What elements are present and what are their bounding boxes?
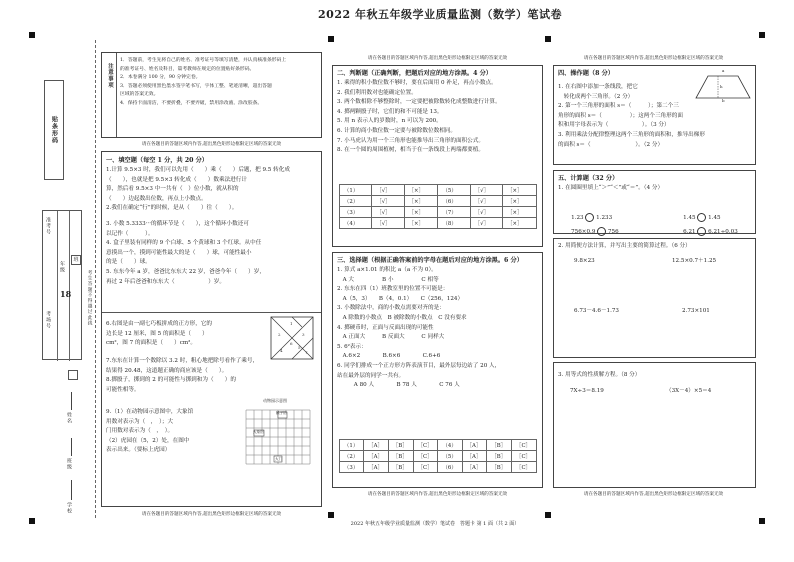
multiple-choice-panel[interactable] — [332, 252, 543, 488]
notice-line: 区域的答案无效。 — [120, 92, 159, 98]
question-line: 意摸出一个，摸到可能性最大的是（ ）球，可能性最小 — [106, 249, 252, 256]
tf-true-option[interactable]: ［√］ — [372, 218, 404, 229]
svg-text:1: 1 — [290, 321, 293, 326]
mc-option[interactable]: ［B］ — [487, 451, 512, 462]
question-line: A.6×2 B.6×6 C.6+6 — [337, 353, 441, 360]
school-label: 学校 — [66, 502, 72, 514]
fill-blank-panel[interactable] — [101, 151, 322, 507]
notice-panel — [101, 52, 322, 138]
calculation-panel[interactable] — [553, 170, 756, 234]
question-line: 3. 小数除法中，商的小数点需要对齐的是： — [337, 305, 445, 312]
true-false-panel[interactable] — [332, 65, 543, 247]
section-header: 五、计算题（32 分） — [558, 175, 619, 182]
compare-right: 1.233 — [596, 214, 613, 221]
question-line: 3. 两个数相除不够整除时，一定要把被除数转化成整数进行计算。 — [337, 99, 501, 106]
question-line: cm²，图 7 的面积是（ ）cm²。 — [106, 340, 197, 347]
notice-label: 注意事项 — [107, 63, 113, 89]
warning-text: 请在各题目的答题区域内作答,超出黑色矩形边框限定区域的答案无效 — [141, 142, 282, 147]
notice-line: 2．本卷满分 100 分，90 分钟完卷。 — [120, 75, 201, 81]
tf-false-option[interactable]: ［×］ — [404, 185, 438, 196]
question-line: 6. 计算的商小数位数一定要与被除数位数相同。 — [337, 127, 456, 134]
notice-line: 1．答题前，考生先将自己的姓名、准考证号等填写清楚，并认真核准条形码上 — [120, 58, 287, 63]
section-header: 一、填空题（每空 1 分，共 20 分） — [106, 157, 208, 164]
question-line: A 大 B 小 C 相等 — [337, 276, 439, 283]
question-line: 转化成两个三角形。（2 分） — [558, 93, 634, 100]
trapezoid-label-b: b — [722, 98, 725, 103]
class-check-box[interactable] — [68, 370, 78, 380]
mc-num: （6） — [438, 462, 462, 473]
question-line: 积和用字母表示为（ ）。（3 分） — [558, 122, 670, 129]
mc-option[interactable]: ［B］ — [487, 462, 512, 473]
grade-label: 年级 — [59, 261, 65, 273]
mc-option[interactable]: ［B］ — [487, 440, 512, 451]
equation: （3X－4）×5＝4 — [666, 388, 712, 394]
mc-option[interactable]: ［B］ — [388, 462, 413, 473]
tf-false-option[interactable]: ［×］ — [503, 218, 537, 229]
section-header: 三、选择题（根据正确答案前的字母在题后对应的地方涂黑。6 分） — [337, 257, 523, 264]
trapezoid-label-a: a — [722, 68, 725, 73]
page-footer: 2022 年秋五年级学业质量监测（数学）笔试卷 答题卡 第 1 面（共 2 面） — [350, 521, 520, 527]
tf-true-option[interactable]: ［√］ — [470, 207, 502, 218]
tf-false-option[interactable]: ［×］ — [503, 185, 537, 196]
calc-expr: 12.5×0.7＋1.25 — [672, 258, 717, 264]
tf-false-option[interactable]: ［×］ — [503, 196, 537, 207]
compare-left: 1.45 — [683, 214, 696, 221]
page-title: 2022 年秋五年级学业质量监测（数学）笔试卷 — [318, 8, 562, 21]
question-line: 边长是 12 厘米，图 5 的面积是（ ） — [106, 330, 208, 337]
grid-label-elephant: 大象馆 — [253, 430, 264, 434]
tf-true-option[interactable]: ［√］ — [470, 218, 502, 229]
question-line: 表示出来。（要标上虎园） — [106, 447, 171, 454]
question-line: 的面积 s＝（ ）。（2 分） — [558, 141, 664, 148]
tf-false-option[interactable]: ［×］ — [404, 207, 438, 218]
calc-expr: 9.8×23 — [574, 258, 595, 264]
question-line: （ ）边起数出位数，再点上小数点。 — [106, 195, 207, 202]
mc-option[interactable]: ［A］ — [462, 451, 487, 462]
warning-text: 请在各题目的答题区域内作答,超出黑色矩形边框限定区域的答案无效 — [367, 492, 508, 497]
question-line: 结果得 20.48，这道题正确的商应该是（ ）。 — [106, 367, 228, 374]
question-line: 算，然后看 9.5×3 中一共有（ ）位小数，就从积的 — [106, 186, 239, 193]
question-line: 2. 东东在四（1）班教室里的位置不可能是： — [337, 286, 449, 293]
mc-option[interactable]: ［C］ — [413, 440, 438, 451]
mc-option[interactable]: ［C］ — [512, 440, 537, 451]
question-line: 再过 2 年后爸爸和东东大（ ）岁。 — [106, 278, 225, 285]
tf-num: （7） — [438, 207, 470, 218]
question-line: 6.右图是由一副七巧板拼成的正方形，它的 — [106, 321, 213, 327]
grid-label-gate: 大门 — [275, 457, 283, 461]
question-line: 7.东东在计算一个数除以 3.2 时，粗心地把除号看作了乘号， — [106, 358, 259, 364]
question-line: A 正面大 B 反面大 C 同样大 — [337, 334, 445, 341]
notice-line: 的准考证号、姓名及科目，篇考教师在规定的位置贴好条形码。 — [120, 66, 255, 72]
tf-num: （2） — [340, 196, 372, 207]
question-line: A 80 人 B 78 人 C 76 人 — [337, 382, 460, 389]
question-line: 5. 用 n 表示人的岁数时，n 可以为 200。 — [337, 118, 442, 125]
question-line: 角形的面积 s＝（ ）；这两个三角形的面 — [558, 112, 683, 119]
compare-circle[interactable] — [597, 227, 606, 236]
trapezoid-label-h: h — [720, 84, 723, 89]
mc-option[interactable]: ［B］ — [388, 440, 413, 451]
compare-circle[interactable] — [697, 227, 706, 236]
equation: 7X÷3＝8.19 — [570, 388, 604, 394]
notice-line: 4．保持卡面清洁，不要折叠，不要弄破，禁用涂改液、涂改胶条。 — [120, 100, 263, 106]
question-line: 3. 利用乘法分配律整理这两个三角形的面积和，推导出梯形 — [558, 131, 705, 138]
notice-line: 3．答题必须使用黑色墨水签字笔书写，字体工整、笔迹清晰，超出答题 — [120, 83, 272, 89]
warning-text: 请在各题目的答题区域内作答,超出黑色矩形边框限定区域的答案无效 — [583, 492, 724, 497]
tf-answer-grid[interactable] — [339, 184, 537, 229]
question-line: 1.计算 9.5×3 时，我们可以先用（ ）乘（ ）后题，把 9.5 转化成 — [106, 167, 290, 173]
question-line: 站在最外层的同学一共有。 — [337, 372, 405, 379]
calc-expr: 6.73－4.6－1.73 — [574, 308, 619, 314]
tf-true-option[interactable]: ［√］ — [372, 207, 404, 218]
mc-answer-grid[interactable] — [339, 439, 537, 473]
question-line: 4. 盒子里装有同样的 9 个白球、5 个黄球和 3 个红球。从中任 — [106, 240, 262, 247]
tf-num: （5） — [438, 185, 470, 196]
question-line: A 除数的小数点 B 被除数的小数点 C 没有要求 — [337, 314, 467, 321]
question-line: 门用数对表示为（ ， ）。 — [106, 428, 174, 435]
question-line: 4. 掷硬币时，正面与反面出现的可能性 — [337, 324, 434, 331]
warning-text: 请在各题目的答题区域内作答,超出黑色矩形边框限定区域的答案无效 — [583, 56, 724, 61]
tangram-figure — [270, 316, 314, 360]
question-line: A（5，3） B（4，0.1） C（256，124） — [337, 295, 464, 302]
name-label: 姓名 — [66, 412, 72, 424]
svg-text:3: 3 — [302, 332, 305, 337]
tf-true-option[interactable]: ［√］ — [372, 185, 404, 196]
question-line: 1. 乘得的积小数位数不够时，要在后面用 0 补足，再点小数点。 — [337, 80, 497, 86]
mc-option[interactable]: ［A］ — [364, 451, 389, 462]
question-line: 7. 小马虎认为用一个三角形也能推导出三角形的面积公式。 — [337, 137, 484, 144]
tf-num: （4） — [340, 218, 372, 229]
exam-number-box[interactable] — [42, 210, 82, 360]
tf-false-option[interactable]: ［×］ — [404, 218, 438, 229]
grid-label-monkey: 猴子馆 — [276, 411, 287, 415]
equation-panel[interactable] — [553, 362, 756, 488]
svg-text:5: 5 — [298, 345, 301, 350]
question-line: 用数对表示为（ ， ）；大 — [106, 418, 174, 425]
question-line: 以记作（ ）。 — [106, 230, 154, 237]
svg-text:4: 4 — [280, 348, 283, 353]
tf-num: （8） — [438, 218, 470, 229]
mc-num: （2） — [340, 451, 364, 462]
question-line: 6. 同学们排成一个正方形方阵表演节目，最外层每边站了 20 人， — [337, 362, 501, 369]
seat-label: 考场号 — [45, 311, 51, 329]
question-line: 3. 用等式的性质解方程。（8 分） — [558, 372, 641, 378]
compare-right: 756 — [607, 228, 619, 235]
question-line: 4. 掷两颗骰子时，它们的和不可能是 13。 — [337, 108, 443, 115]
warning-text: 请在各题目的答题区域内作答,超出黑色矩形边框限定区域的答案无效 — [141, 512, 282, 517]
section-header: 四、操作题（8 分） — [558, 70, 614, 77]
binding-strip — [38, 40, 96, 518]
operation-panel[interactable] — [553, 65, 756, 165]
question-line: 8. 在一个圆的周围植树，相当于在一条线段上两端都要植。 — [337, 147, 484, 154]
mc-option[interactable]: ［C］ — [413, 451, 438, 462]
mc-num: （5） — [438, 451, 462, 462]
tf-num: （6） — [438, 196, 470, 207]
question-line: 可能性相等。 — [106, 386, 140, 393]
calc-expr: 2.73×101 — [682, 308, 710, 314]
mc-option[interactable]: ［C］ — [512, 462, 537, 473]
simplify-panel[interactable] — [553, 238, 756, 358]
question-line: 3. 小数 5.3333···的循环节是（ ），这个循环小数还可 — [106, 220, 249, 227]
class-tick-box: 班 — [71, 255, 81, 265]
svg-text:2: 2 — [278, 332, 281, 337]
mc-option[interactable]: ［A］ — [364, 440, 389, 451]
mc-option[interactable]: ［B］ — [388, 451, 413, 462]
tf-num: （3） — [340, 207, 372, 218]
question-line: 5. 6²表示： — [337, 343, 367, 350]
question-line: 9.（1）在动物园示意图中，大象馆 — [106, 409, 194, 415]
tf-true-option[interactable]: ［√］ — [470, 196, 502, 207]
question-line: 2. 用简便方法计算，并写出主要的简算过程。（6 分） — [558, 243, 691, 249]
compare-left: 6.21 — [683, 228, 696, 235]
compare-left: 756×0.9 — [571, 228, 596, 235]
question-line: 1. 在右图中添加一条线段，把它 — [558, 84, 638, 90]
exam-no-label: 准考号 — [45, 217, 51, 235]
grade-value: 18 — [60, 289, 72, 299]
mc-num: （1） — [340, 440, 364, 451]
mc-num: （4） — [438, 440, 462, 451]
question-line: 5. 东东今年 a 岁，爸爸比东东大 22 岁，爸爸今年（ ）岁， — [106, 268, 265, 275]
mc-option[interactable]: ［C］ — [512, 451, 537, 462]
svg-text:6: 6 — [290, 341, 293, 346]
mc-option[interactable]: ［A］ — [462, 440, 487, 451]
tf-true-option[interactable]: ［√］ — [470, 185, 502, 196]
compare-left: 1.23 — [571, 214, 584, 221]
mc-option[interactable]: ［A］ — [462, 462, 487, 473]
tf-true-option[interactable]: ［√］ — [372, 196, 404, 207]
tf-false-option[interactable]: ［×］ — [404, 196, 438, 207]
svg-text:7: 7 — [305, 350, 308, 355]
section-header: 二、判断题（正确判断，把题后对应的地方涂黑。4 分） — [337, 70, 492, 77]
tf-num: （1） — [340, 185, 372, 196]
question-line: （2）虎园在（5，2）处，在图中 — [106, 437, 190, 444]
compare-right: 6.21÷0.03 — [708, 228, 738, 235]
question-line: 2. 我们利用数对也能确定位置。 — [337, 89, 417, 96]
grid-title: 动物园示意图 — [263, 398, 287, 403]
seal-line-note: 考生答题不得越过此线 — [87, 270, 92, 326]
tf-false-option[interactable]: ［×］ — [503, 207, 537, 218]
question-line: 1. 算式 a×1.01 的积比 a（a 不为 0）。 — [337, 267, 437, 273]
question-line: 1. 在圆圈里填上“＞”“＜”或“＝”。（4 分） — [558, 185, 664, 191]
barcode-box — [44, 80, 64, 180]
warning-text: 请在各题目的答题区域内作答,超出黑色矩形边框限定区域的答案无效 — [367, 56, 508, 61]
mc-option[interactable]: ［C］ — [413, 462, 438, 473]
mc-option[interactable]: ［A］ — [364, 462, 389, 473]
barcode-label: 贴条形码 — [50, 116, 58, 144]
class-label: 班级 — [66, 458, 72, 470]
mc-num: （3） — [340, 462, 364, 473]
question-line: 8.掷骰子，掷到的 2 的可能性与掷到和为（ ）的 — [106, 377, 236, 384]
question-line: 2.我们在确定“行”的时候，是从（ ）往（ ）。 — [106, 205, 238, 212]
question-line: 2. 第一个三角形的面积 s＝（ ）；第二个三 — [558, 103, 679, 110]
question-line: 的是（ ）球。 — [106, 259, 151, 266]
question-line: （ ），也就是把 9.5×3 转化成（ ）数乘法进行计 — [106, 176, 247, 183]
compare-right: 1.45 — [708, 214, 721, 221]
